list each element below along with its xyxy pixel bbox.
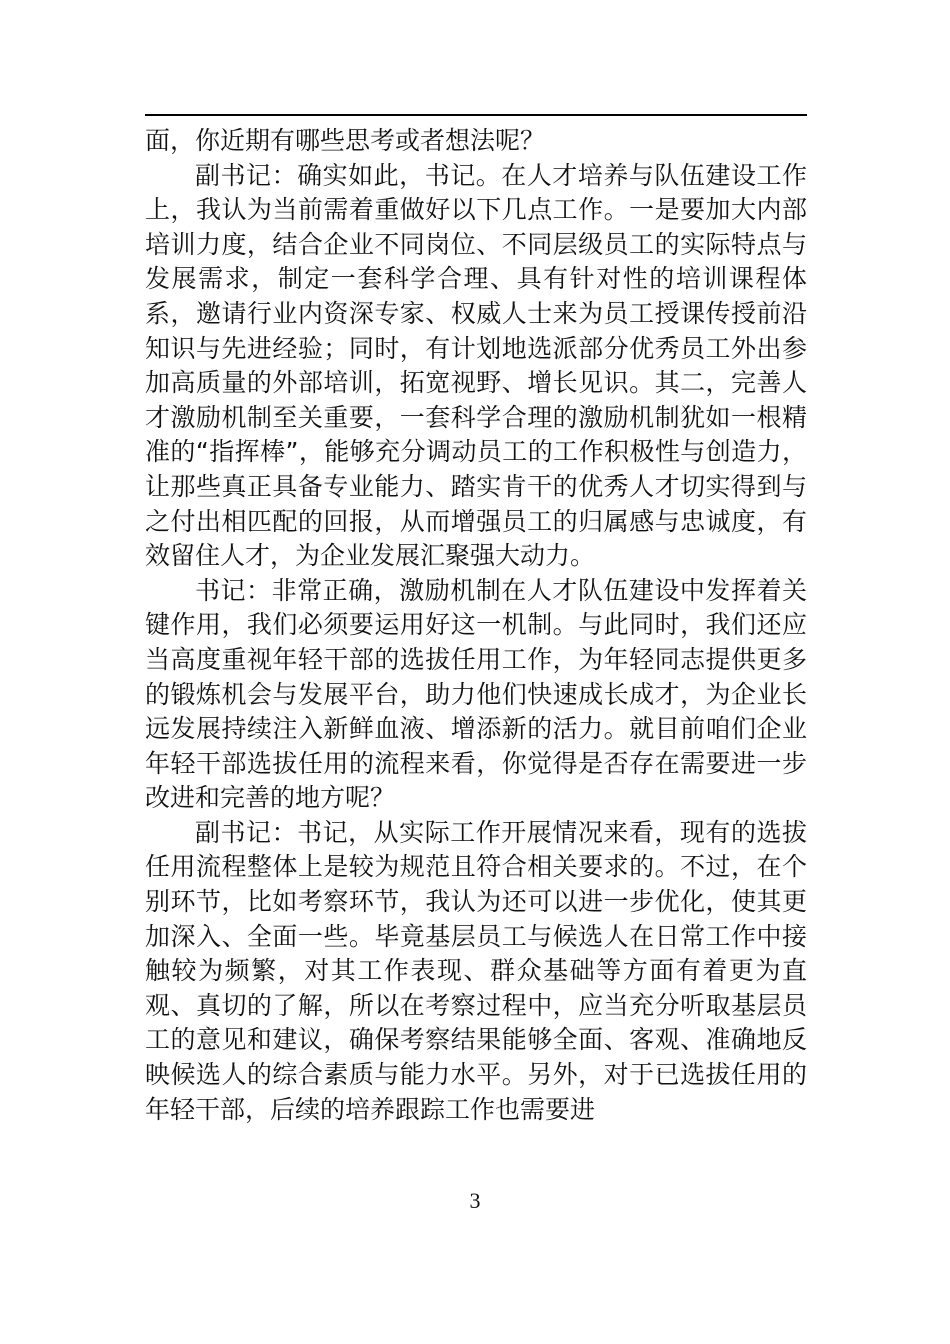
body-text (145, 124, 807, 1127)
paragraph-continuation: 面，你近期有哪些思考或者想法呢？ (145, 126, 546, 155)
header-rule (145, 114, 807, 116)
paragraph-secretary: 书记：非常正确，激励机制在人才队伍建设中发挥着关键作用，我们必须要运用好这一机制。与此同时，我们还应当高度重视年轻干部的选拔任用工作，为年轻同志提供更多的锻炼机会与发展平台，助力他们快速成长成才，为企业长远发展持续注入新鲜血液、增添新的活力。就目前咱们企业年轻干部选拔任用的流程来看，你觉得是否存在需要进一步改进和完善的地方呢？ (145, 575, 807, 813)
paragraph-deputy-secretary-2: 副书记：书记，从实际工作开展情况来看，现有的选拔任用流程整体上是较为规范且符合相关要求的。不过，在个别环节，比如考察环节，我认为还可以进一步优化，使其更加深入、全面一些。毕竟基层员工与候选人在日常工作中接触较为频繁，对其工作表现、群众基础等方面有着更为直观、真切的了解，所以在考察过程中，应当充分听取基层员工的意见和建议，确保考察结果能够全面、客观、准确地反映候选人的综合素质与能力水平。另外，对于已选拔任用的年轻干部，后续的培养跟踪工作也需要进 (145, 817, 807, 1124)
page-number: 3 (469, 1188, 481, 1213)
paragraph-deputy-secretary-1: 副书记：确实如此，书记。在人才培养与队伍建设工作上，我认为当前需着重做好以下几点工作。一是要加大内部培训力度，结合企业不同岗位、不同层级员工的实际特点与发展需求，制定一套科学合理、具有针对性的培训课程体系，邀请行业内资深专家、权威人士来为员工授课传授前沿知识与先进经验；同时，有计划地选派部分优秀员工外出参加高质量的外部培训，拓宽视野、增长见识。其二，完善人才激励机制至关重要，一套科学合理的激励机制犹如一根精准的“指挥棒”，能够充分调动员工的工作积极性与创造力，让那些真正具备专业能力、踏实肯干的优秀人才切实得到与之付出相匹配的回报，从而增强员工的归属感与忠诚度，有效留住人才，为企业发展汇聚强大动力。 (145, 160, 807, 571)
